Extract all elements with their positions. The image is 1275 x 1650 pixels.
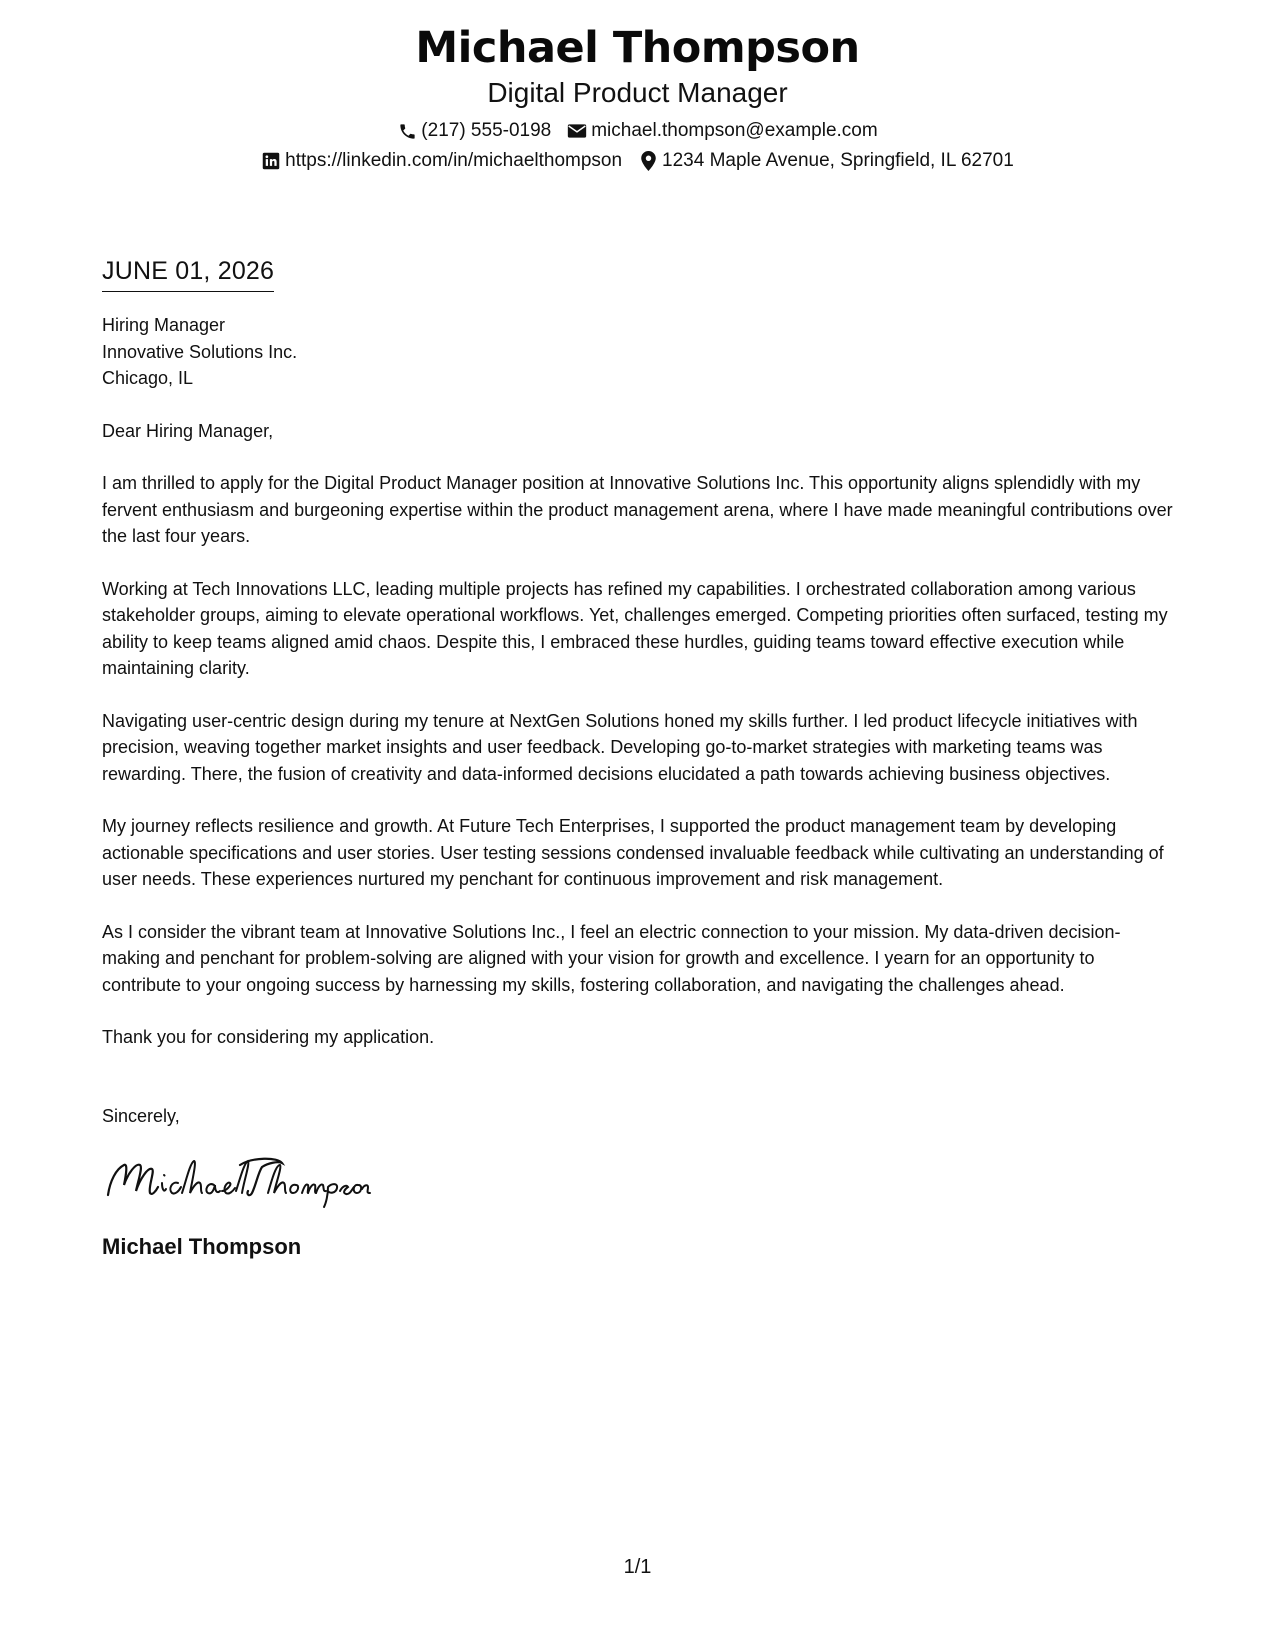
- body-paragraph: I am thrilled to apply for the Digital Product Manager position at Innovative Solutions Inc. This opportunity aligns splendidly with my fervent enthusiasm and burgeoning expertise within the product management arena, where I have made meaningful contributions over the last four years.: [102, 473, 1173, 546]
- phone-icon: [397, 121, 417, 141]
- recipient-block: [102, 312, 1174, 392]
- handwritten-signature: [102, 1151, 372, 1209]
- salutation: Dear Hiring Manager,: [102, 420, 274, 441]
- street-address: 1234 Maple Avenue, Springfield, IL 62701: [662, 150, 1014, 171]
- contact-address: [638, 146, 1014, 176]
- letter-body: [102, 256, 1174, 1261]
- applicant-name: Michael Thompson: [415, 23, 860, 73]
- body-paragraph: My journey reflects resilience and growth. At Future Tech Enterprises, I supported the product management team by developing actionable specifications and user stories. User testing sessions condensed invaluable feedback while cultivating an understanding of user needs. These experiences nurtured my penchant for continuous improvement and risk management.: [102, 816, 1164, 889]
- applicant-title: Digital Product Manager: [487, 77, 788, 108]
- body-paragraph: Navigating user-centric design during my tenure at NextGen Solutions honed my skills further. I led product lifecycle initiatives with precision, weaving together market insights and user feedback. Developing go-to-market strategies with marketing teams was rewarding. There, the fusion of creativity and data-informed decisions elucidated a path towards achieving business objectives.: [102, 710, 1138, 784]
- recipient-line: Innovative Solutions Inc.: [102, 341, 298, 362]
- contact-row-secondary: [0, 146, 1275, 176]
- closing: Sincerely,: [102, 1105, 180, 1126]
- body-paragraph: As I consider the vibrant team at Innovative Solutions Inc., I feel an electric connection to your mission. My data-driven decision-making and penchant for problem-solving are aligned with your vision for growth and excellence. I yearn for an opportunity to contribute to your ongoing success by harnessing my skills, fostering collaboration, and navigating the challenges ahead.: [102, 921, 1121, 995]
- page-number: 1/1: [623, 1556, 652, 1578]
- linkedin-url[interactable]: https://linkedin.com/in/michaelthompson: [285, 150, 623, 171]
- contact-phone: [397, 116, 551, 146]
- map-marker-icon: [638, 151, 658, 171]
- contact-email: [567, 116, 877, 146]
- phone-number[interactable]: (217) 555-0198: [421, 120, 552, 141]
- linkedin-icon: [261, 151, 281, 171]
- letter-date: JUNE 01, 2026: [102, 256, 274, 292]
- letter-header: [0, 20, 1275, 176]
- email-address[interactable]: michael.thompson@example.com: [591, 120, 878, 141]
- recipient-line: Chicago, IL: [102, 368, 194, 388]
- body-paragraph: Thank you for considering my application.: [102, 1027, 435, 1047]
- body-paragraph: Working at Tech Innovations LLC, leading multiple projects has refined my capabilities. I orchestrated collaboration among various stakeholder groups, aiming to elevate operational workflows. Yet, challenges emerged. Competing priorities often surfaced, testing my ability to keep teams aligned amid chaos. Despite this, I embraced these hurdles, guiding teams toward effective execution while maintaining clarity.: [102, 578, 1168, 678]
- signer-name: Michael Thompson: [102, 1234, 302, 1259]
- contact-row-primary: [0, 116, 1275, 146]
- recipient-line: Hiring Manager: [102, 315, 226, 335]
- contact-linkedin: [261, 146, 622, 176]
- envelope-icon: [567, 121, 587, 141]
